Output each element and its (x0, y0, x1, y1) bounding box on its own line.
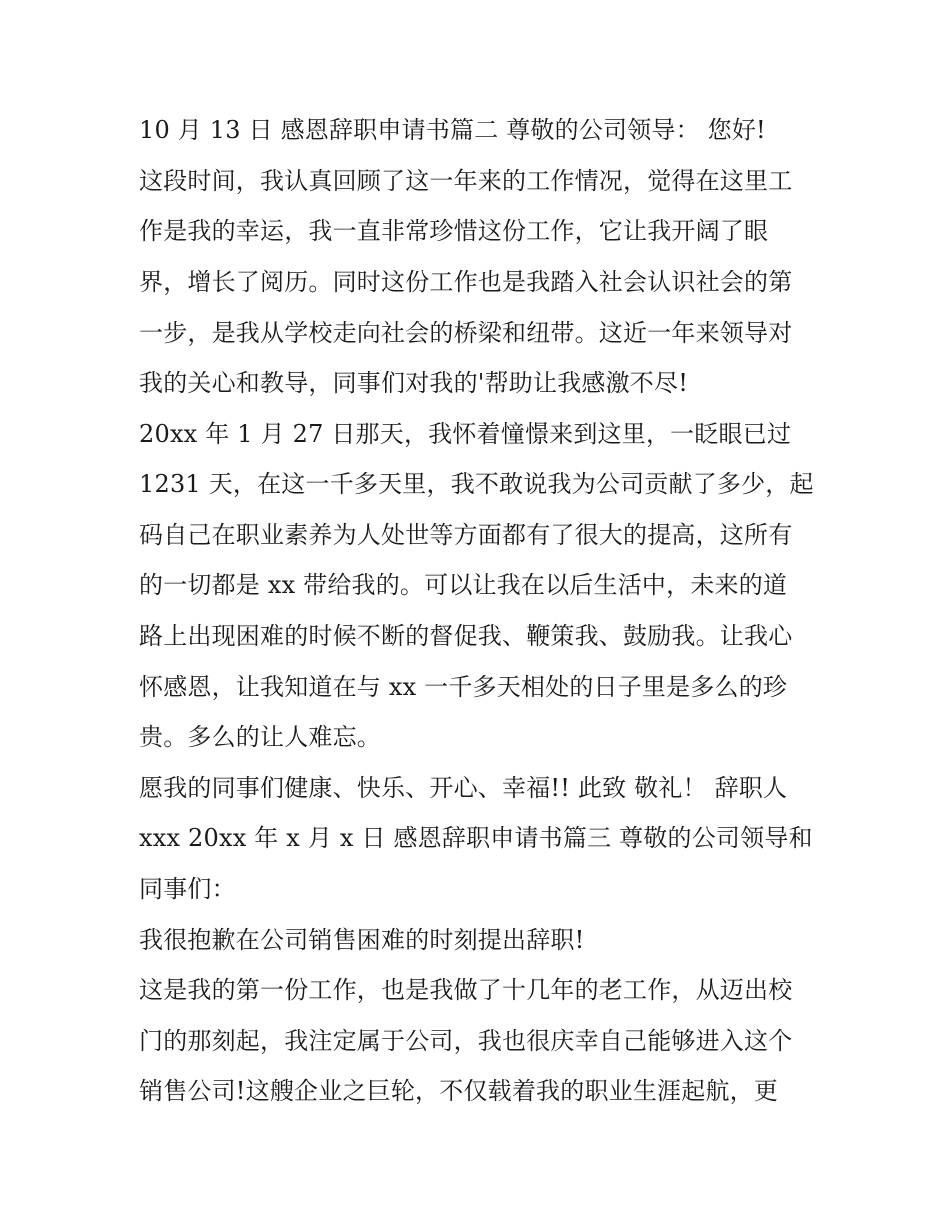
text-line: 的一切都是 xx 带给我的。可以让我在以后生活中，未来的道 (139, 571, 788, 599)
text-line: 我的关心和教导，同事们对我的'帮助让我感激不尽! (139, 369, 689, 397)
text-line: 愿我的同事们健康、快乐、开心、幸福!! 此致 敬礼！ 辞职人 (139, 774, 788, 802)
text-line: 门的那刻起，我注定属于公司，我也很庆幸自己能够进入这个 (139, 1027, 793, 1055)
text-line: 界，增长了阅历。同时这份工作也是我踏入社会认识社会的第 (139, 268, 793, 296)
text-line: 销售公司!这艘企业之巨轮，不仅载着我的职业生涯起航，更 (139, 1077, 779, 1105)
text-line: 作是我的幸运，我一直非常珍惜这份工作，它让我开阔了眼 (139, 217, 769, 245)
text-line: 码自己在职业素养为人处世等方面都有了很大的提高，这所有 (139, 521, 793, 549)
text-line: 怀感恩，让我知道在与 xx 一千多天相处的日子里是多么的珍 (139, 673, 788, 701)
text-line: 一步，是我从学校走向社会的桥梁和纽带。这近一年来领导对 (139, 319, 793, 347)
text-line: 我很抱歉在公司销售困难的时刻提出辞职! (139, 926, 585, 954)
text-line: 10 月 13 日 感恩辞职申请书篇二 尊敬的公司领导： 您好! (139, 116, 766, 144)
text-line: 1231 天，在这一千多天里，我不敢说我为公司贡献了多少，起 (139, 470, 814, 498)
text-line: 这段时间，我认真回顾了这一年来的工作情况，觉得在这里工 (139, 167, 793, 195)
text-line: 路上出现困难的时候不断的督促我、鞭策我、鼓励我。让我心 (139, 622, 793, 650)
text-line: 同事们： (139, 875, 236, 903)
text-line: xxx 20xx 年 x 月 x 日 感恩辞职申请书篇三 尊敬的公司领导和 (139, 824, 813, 852)
text-line: 这是我的第一份工作，也是我做了十几年的老工作，从迈出校 (139, 976, 793, 1004)
text-line: 20xx 年 1 月 27 日那天，我怀着憧憬来到这里，一眨眼已过 (139, 420, 792, 448)
text-line: 贵。多么的让人难忘。 (139, 723, 381, 751)
